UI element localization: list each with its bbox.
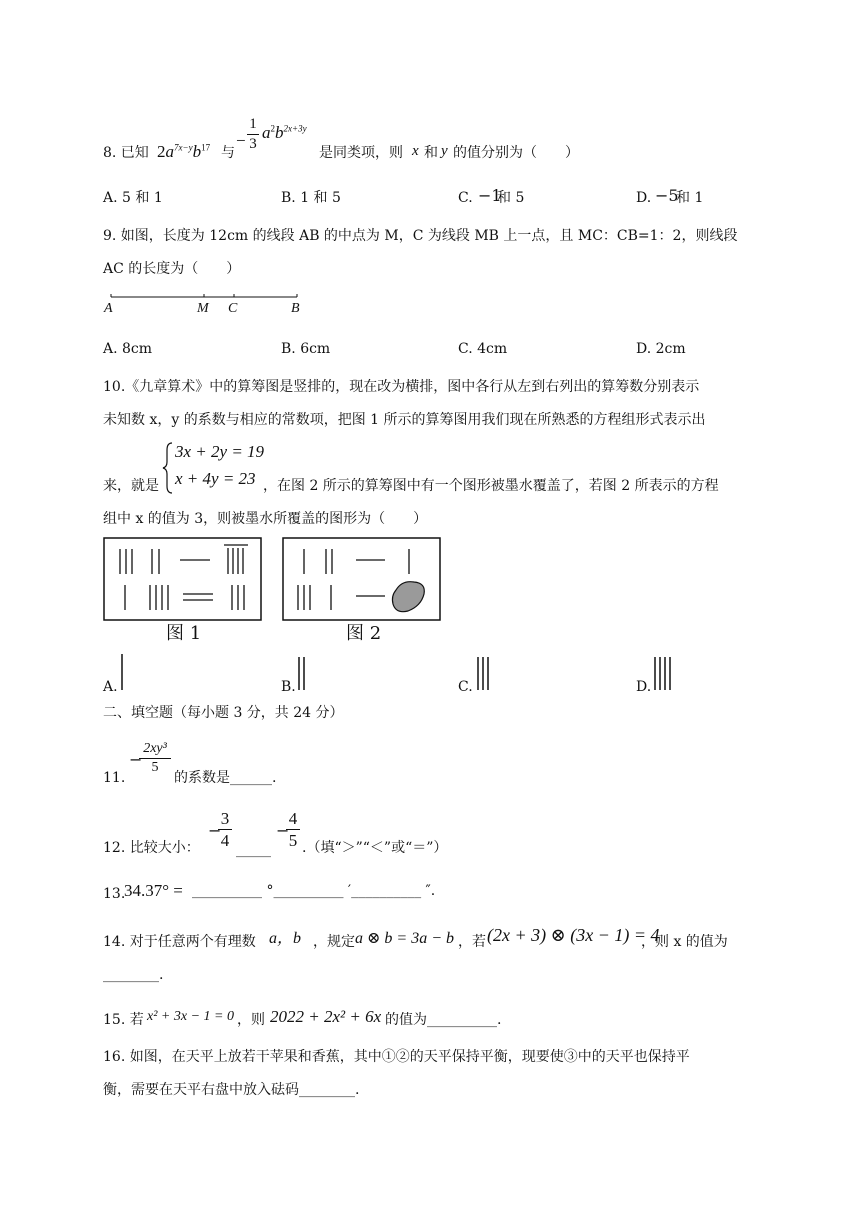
section-2-heading: 二、填空题（每小题 3 分，共 24 分） bbox=[103, 705, 344, 721]
q10-line-2: 未知数 x，y 的系数与相应的常数项，把图 1 所示的算筹图用我们现在所熟悉的方程组形式表示出 bbox=[103, 412, 706, 428]
q8-var-x: x bbox=[412, 143, 419, 159]
q13-number: 13. bbox=[103, 886, 126, 902]
q8-option-d-value: −5 bbox=[655, 186, 679, 205]
q15-text-b: ，则 bbox=[237, 1012, 265, 1028]
q8-and: 和 bbox=[424, 145, 438, 161]
q14-prefix: 14. 对于任意两个有理数 bbox=[103, 934, 256, 950]
q12-sign-2: − bbox=[276, 821, 290, 840]
q10-option-a: A. bbox=[103, 679, 118, 695]
q8-text-c: 的值分别为（ ） bbox=[453, 145, 579, 161]
q14-condition: (2x + 3) ⊗ (3x − 1) = 4 bbox=[487, 925, 660, 945]
q8-monomial-2: $a^2b^{2x+3y}$ bbox=[262, 123, 307, 142]
q14-text-d: ，则 x 的值为 bbox=[641, 934, 728, 950]
q8-fraction: 1 3 bbox=[247, 117, 259, 152]
q15-prefix: 15. 若 bbox=[103, 1012, 144, 1028]
q10-option-d: D. bbox=[636, 679, 652, 695]
q13-expression: 34.37° = bbox=[124, 881, 183, 900]
q11-fraction: 2xy³ 5 bbox=[139, 742, 171, 775]
q14-text-b: ，规定 bbox=[313, 934, 355, 950]
q12-blank: _____ bbox=[236, 842, 271, 858]
q14-blank: ________. bbox=[103, 967, 164, 983]
q8-option-c-rest: 和 5 bbox=[497, 190, 525, 206]
q15-expression: 2022 + 2x² + 6x bbox=[270, 1007, 382, 1026]
q12-number: 12. 比较大小： bbox=[103, 840, 200, 856]
q12-fraction-1: 3 4 bbox=[218, 810, 232, 849]
q10-line-4: 组中 x 的值为 3，则被墨水所覆盖的图形为（ ） bbox=[103, 511, 428, 527]
q8-var-y: y bbox=[441, 143, 448, 159]
q10-option-b: B. bbox=[281, 679, 296, 695]
q8-prefix: 8. 已知 bbox=[103, 145, 149, 161]
q9-line-1: 9. 如图，长度为 12cm 的线段 AB 的中点为 M，C 为线段 MB 上一点，且 MC：CB=1：2，则线段 bbox=[103, 228, 738, 244]
q16-line-1: 16. 如图，在天平上放若干苹果和香蕉，其中①②的天平保持平衡，现要使③中的天平也保持平 bbox=[103, 1049, 690, 1065]
q15-text-c: 的值为__________. bbox=[385, 1012, 502, 1028]
q9-option-c: C. 4cm bbox=[458, 341, 508, 357]
q10-option-c: C. bbox=[458, 679, 473, 695]
q12-sign-1: − bbox=[208, 821, 222, 840]
q8-option-c-value: −1 bbox=[478, 186, 502, 205]
q12-text: .（填“＞”“＜”或“＝”） bbox=[302, 840, 448, 856]
point-a-label: A bbox=[104, 301, 113, 316]
q10-line-3a: 来，就是 bbox=[103, 478, 159, 494]
q14-definition: a ⊗ b = 3a − b bbox=[355, 930, 454, 947]
point-b-label: B bbox=[291, 301, 300, 316]
q11-number: 11. bbox=[103, 770, 126, 786]
q8-sign: − bbox=[236, 131, 246, 150]
q14-text-c: ，若 bbox=[458, 934, 486, 950]
q14-vars: a，b bbox=[269, 930, 302, 947]
q11-sign: − bbox=[129, 750, 143, 769]
q9-option-a: A. 8cm bbox=[103, 341, 153, 357]
q8-text-b: 是同类项，则 bbox=[319, 145, 403, 161]
q8-option-b: B. 1 和 5 bbox=[281, 190, 341, 206]
q8-option-d-rest: 和 1 bbox=[676, 190, 704, 206]
q8-with: 与 bbox=[221, 145, 235, 161]
q10-line-1: 10.《九章算术》中的算筹图是竖排的，现在改为横排，图中各行从左到右列出的算筹数分别表示 bbox=[103, 379, 700, 395]
figure-1-caption: 图 1 bbox=[166, 623, 202, 644]
q16-line-2: 衡，需要在天平右盘中放入砝码________. bbox=[103, 1082, 360, 1098]
q15-condition: x² + 3x − 1 = 0 bbox=[147, 1009, 234, 1024]
equation-1: 3x + 2y = 19 bbox=[175, 442, 265, 461]
q12-fraction-2: 4 5 bbox=[286, 810, 300, 849]
q8-option-c: C. bbox=[458, 190, 473, 206]
q8-monomial-1: $2a^{7x-y}b^{17}$ bbox=[157, 142, 211, 161]
q11-text: 的系数是______. bbox=[174, 770, 277, 786]
q9-line-2: AC 的长度为（ ） bbox=[103, 261, 241, 277]
q9-option-b: B. 6cm bbox=[281, 341, 331, 357]
point-m-label: M bbox=[197, 301, 209, 316]
equation-2: x + 4y = 23 bbox=[175, 469, 256, 488]
q8-option-d: D. bbox=[636, 190, 652, 206]
q13-blanks: __________ °__________ ′__________ ″. bbox=[192, 883, 436, 899]
q10-line-3b: ，在图 2 所示的算筹图中有一个图形被墨水覆盖了，若图 2 所表示的方程 bbox=[263, 478, 719, 494]
figure-2-caption: 图 2 bbox=[346, 623, 382, 644]
q8-option-a: A. 5 和 1 bbox=[103, 190, 163, 206]
q9-option-d: D. 2cm bbox=[636, 341, 686, 357]
point-c-label: C bbox=[228, 301, 238, 316]
